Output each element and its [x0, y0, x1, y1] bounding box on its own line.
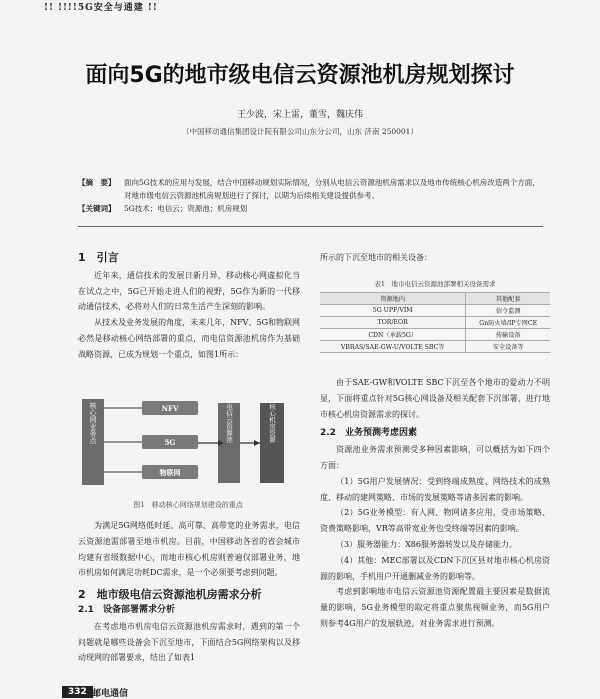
paragraph: 由于SAE-GW和VOLTE SBC下沉至各个地市的爱动力不明显，下面将重点针对5G核心网设备及相关配套下沉部署，进行地市核心机房资源需求的探讨。: [320, 378, 550, 419]
abstract-label: 【摘 要】: [78, 178, 116, 187]
table-row: [320, 317, 550, 329]
divider: [78, 226, 543, 227]
paragraph: 在考虑地市机房电信云资源池机房需求时，遇到的第一个问题就是哪些设备会下沉至地市，下面结合5G网络架构以及移动现网的部署要求，结出了如表1: [78, 621, 300, 663]
running-header: !! !!!!5G安全与通建 !!: [44, 3, 158, 13]
abstract-block: [78, 176, 543, 215]
list-item: （2）5G业务模型：有人网、物网诸多应用，受市场策略、资费策略影响，VR等高带宽业务也受终端等因素的影响。: [320, 508, 550, 534]
keywords-label: 【关键词】: [78, 204, 116, 213]
keywords-text: 5G技术；电信云；资源池；机房规划: [124, 204, 248, 213]
table-cell: 5G UPF/VIM: [320, 305, 466, 317]
nfv-label: NFV: [161, 404, 179, 413]
table-header-cell: 其他配套: [466, 293, 550, 305]
list-item: （1）5G用户发展情况：受到终端成熟度、网络技术的成熟度、移动的建网策略、市场的发展策略等诸多因素的影响。: [320, 476, 550, 502]
table-cell: VBRAS/SAE-GW-U/VOLTE SBC等: [320, 341, 466, 353]
section-2-2-heading: 2.2 业务预测考虑因素: [320, 428, 417, 439]
page-number: 332: [62, 686, 93, 698]
paragraph: 所示的下沉至地市的相关设备：: [320, 253, 432, 262]
table-1: [320, 292, 550, 353]
right-pillar-label: 核心机房资源: [268, 403, 276, 443]
arrow-head: [254, 440, 260, 446]
section-2-heading: 2 地市级电信云资源池机房需求分析: [78, 588, 262, 602]
table-row: [320, 341, 550, 353]
table-header-cell: 资源地内: [320, 293, 466, 305]
paragraph: 从技术及业务发展的角度，未来几年，NFV、5G和物联网必然是移动核心网络部署的重点，而电信资源池机房作为基础战略资源，已成为规划一个重点，如图1所示：: [78, 318, 300, 359]
section-1-heading: 1 引言: [78, 251, 119, 264]
table-header-row: [320, 293, 550, 305]
list-item: （3）服务器能力：X86服务器转发以及存储能力。: [336, 539, 517, 549]
authors: 王少波，宋上雷，董雪，魏庆伟: [236, 110, 363, 120]
list-item: （4）其他：MEC部署以及CDN下沉区县对地市核心机房资源的影响，手机用户开通删减业务的影响等。: [320, 555, 550, 581]
paragraph: 资源池业务需求预测受多种因素影响，可以概括为如下四个方面：: [320, 445, 550, 470]
paragraph: 考虑到影响地市电信云资源池资源配置最主要因素是数据流量的影响，5G业务模型的取定将重点聚焦视频业务，而5G用户则参考4G用户的发展轨迹，对业务需求进行预测。: [320, 587, 550, 628]
table-cell: 信令监测: [466, 305, 550, 317]
table-row: [320, 329, 550, 341]
abstract-text: 面向5G技术的应用与发展，结合中国移动规划实际情况，分别从电信云资源池机房需求以及地市传统核心机房改造两个方面，对地市级电信云资源池机房规划进行了探讨，以期为后续相关建设提供参考。: [124, 178, 540, 200]
section-2-1-heading: 2.1 设备部署需求分析: [78, 604, 175, 615]
paper-title: 面向5G的地市级电信云资源池机房规划探讨: [85, 63, 515, 88]
left-column-top: [78, 250, 300, 363]
table-cell: TOR/EOR: [320, 317, 466, 329]
paragraph: 为满足5G网络低时延、高可靠、高带宽的业务需求，电信云资源池需部署至地市机房。目前，中国移动各省的省会城市均建有省级数据中心，而地市核心机房则普遍仅部署业务，地市机房如何满足功耗DC需求，是一个必须要考虑到问题。: [78, 521, 300, 578]
figure-1-caption: 图1 移动核心网络规划建设的重点: [133, 501, 243, 509]
5g-label: 5G: [164, 438, 176, 447]
table-cell: CDN（承载5G）: [320, 329, 466, 341]
table-cell: Gn防火墙/IP专网CE: [466, 317, 550, 329]
mid-pillar-label: 电信云资源池: [225, 403, 233, 443]
journal-name: 邮电通信: [92, 689, 129, 699]
left-column-bottom: [78, 518, 300, 666]
paragraph: 近年来，通信技术的发展日新月异，移动核心网虚拟化当在试点之中，5G已开始走进人们的视野，5G作为新的一代移动通信技术，必将对人们的日常生活产生深刻的影响。: [78, 270, 300, 312]
left-pillar-label: 核心网业务点: [89, 402, 97, 444]
right-column-intro: [320, 250, 550, 266]
table-1-caption: 表1 地市电信云资源池部署相关设备需求: [374, 280, 496, 288]
table-cell: 安全设备等: [466, 341, 550, 353]
figure-1-diagram: [80, 393, 290, 493]
table-row: [320, 305, 550, 317]
table-cell: 传输设备: [466, 329, 550, 341]
affiliation: （中国移动通信集团设计院有限公司山东分公司，山东 济南 250001）: [182, 127, 418, 136]
right-column-body: [320, 375, 550, 632]
iot-label: 物联网: [159, 468, 181, 477]
